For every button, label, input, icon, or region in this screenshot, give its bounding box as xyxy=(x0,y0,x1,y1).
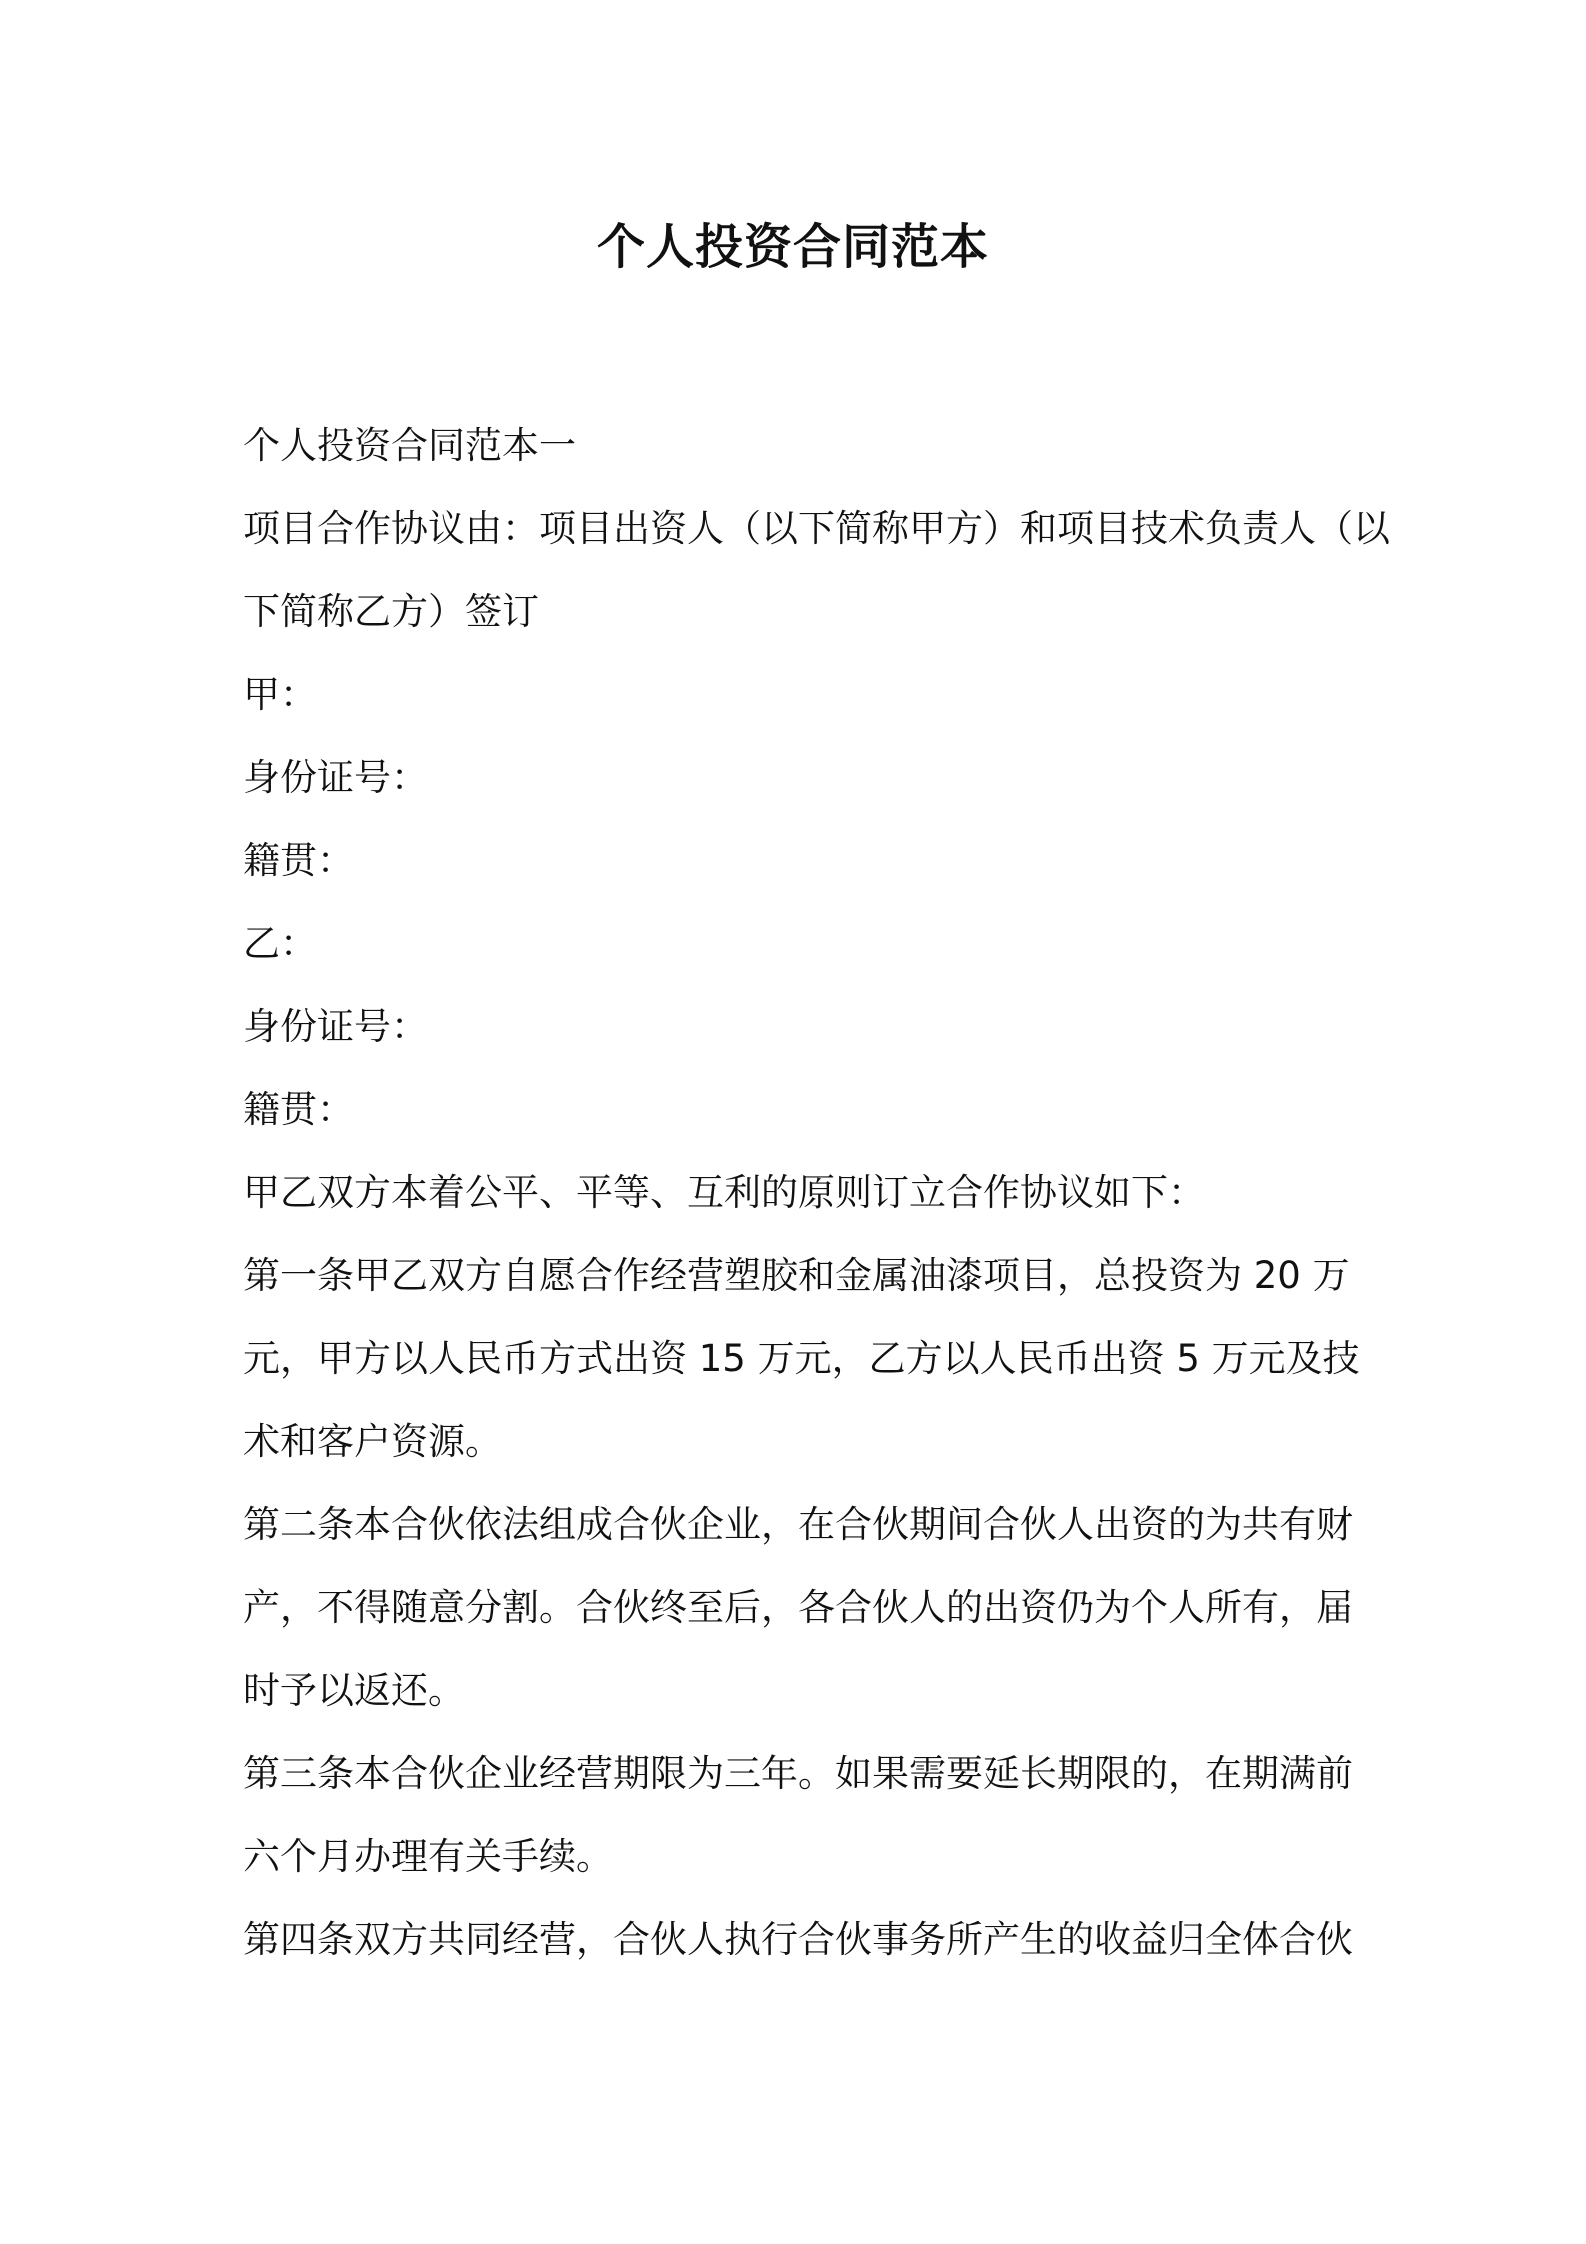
clause-line: 第四条双方共同经营，合伙人执行合伙事务所产生的收益归全体合伙 xyxy=(243,1918,1353,1961)
clause-line: 六个月办理有关手续。 xyxy=(243,1835,613,1878)
paragraph-line: 下简称乙方）签订 xyxy=(243,590,539,633)
paragraph-line: 项目合作协议由：项目出资人（以下简称甲方）和项目技术负责人（以 xyxy=(243,507,1390,550)
party-b-label: 乙： xyxy=(243,922,317,965)
party-b-hometown-label: 籍贯： xyxy=(243,1088,354,1131)
clause-line: 时予以返还。 xyxy=(243,1669,465,1712)
clause-line: 第二条本合伙依法组成合伙企业，在合伙期间合伙人出资的为共有财 xyxy=(243,1503,1353,1546)
party-a-hometown-label: 籍贯： xyxy=(243,839,354,882)
paragraph-line: 甲乙双方本着公平、平等、互利的原则订立合作协议如下： xyxy=(243,1171,1205,1214)
document-body xyxy=(243,404,1390,1981)
party-a-id-label: 身份证号： xyxy=(243,756,428,799)
clause-line: 术和客户资源。 xyxy=(243,1420,502,1463)
document-title: 个人投资合同范本 xyxy=(596,219,989,275)
party-b-id-label: 身份证号： xyxy=(243,1005,428,1048)
clause-line: 第一条甲乙双方自愿合作经营塑胶和金属油漆项目，总投资为 20 万 xyxy=(243,1254,1350,1297)
clause-line: 第三条本合伙企业经营期限为三年。如果需要延长期限的，在期满前 xyxy=(243,1752,1353,1795)
section-heading: 个人投资合同范本一 xyxy=(243,424,576,467)
party-a-label: 甲： xyxy=(243,673,317,716)
clause-line: 元，甲方以人民币方式出资 15 万元，乙方以人民币出资 5 万元及技 xyxy=(243,1337,1360,1380)
clause-line: 产，不得随意分割。合伙终至后，各合伙人的出资仍为个人所有，届 xyxy=(243,1586,1353,1629)
